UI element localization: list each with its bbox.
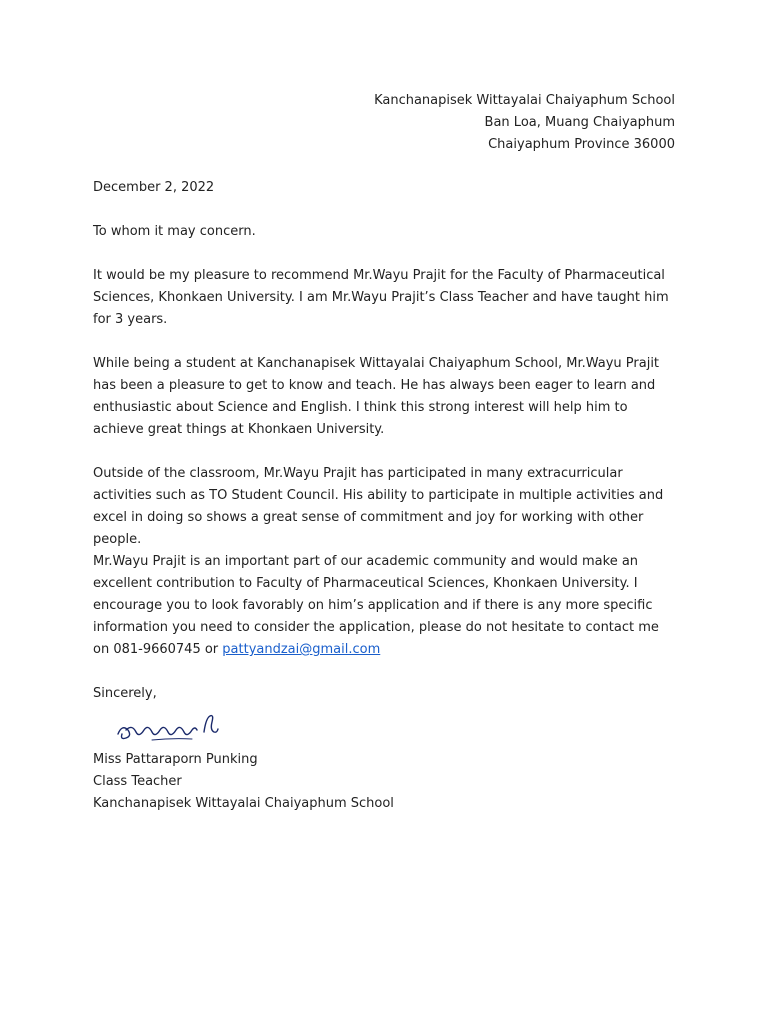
address-line-school: Kanchanapisek Wittayalai Chaiyaphum School [374, 93, 675, 108]
email-link[interactable]: pattyandzai@gmail.com [222, 642, 381, 657]
paragraph-extracurricular: Outside of the classroom, Mr.Wayu Prajit has participated in many extracurricular activities such as TO Student Council. His ability to participate in multiple activities and excel in doing so shows a great sense of commitment and joy for working with other people. [93, 466, 664, 547]
address-line-province: Chaiyaphum Province 36000 [488, 137, 675, 152]
address-line-district: Ban Loa, Muang Chaiyaphum [484, 115, 675, 130]
handwritten-signature [112, 710, 222, 746]
signature-block [93, 749, 678, 815]
letter-date: December 2, 2022 [93, 180, 215, 195]
signer-name: Miss Pattaraporn Punking [93, 752, 258, 767]
signer-school: Kanchanapisek Wittayalai Chaiyaphum School [93, 796, 394, 811]
paragraph-contact [93, 551, 678, 661]
contact-text: Mr.Wayu Prajit is an important part of our academic community and would make an excellent contribution to Faculty of Pharmaceutical Sciences, Khonkaen University. I encourage you to look favorably on him’s application and if there is any more specific information you need to consider the application, please do not hesitate to contact me on 081-9660745 or [93, 554, 659, 657]
closing: Sincerely, [93, 686, 157, 701]
signer-title: Class Teacher [93, 774, 182, 789]
paragraph-student-qualities: While being a student at Kanchanapisek Wittayalai Chaiyaphum School, Mr.Wayu Prajit has been a pleasure to get to know and teach. He has always been eager to learn and enthusiastic about Science and English. I think this strong interest will help him to achieve great things at Khonkaen University. [93, 356, 660, 437]
salutation: To whom it may concern. [93, 224, 256, 239]
sender-address [374, 90, 675, 156]
paragraph-recommendation: It would be my pleasure to recommend Mr.Wayu Prajit for the Faculty of Pharmaceutical Sciences, Khonkaen University. I am Mr.Wayu Prajit’s Class Teacher and have taught him for 3 years. [93, 268, 669, 327]
